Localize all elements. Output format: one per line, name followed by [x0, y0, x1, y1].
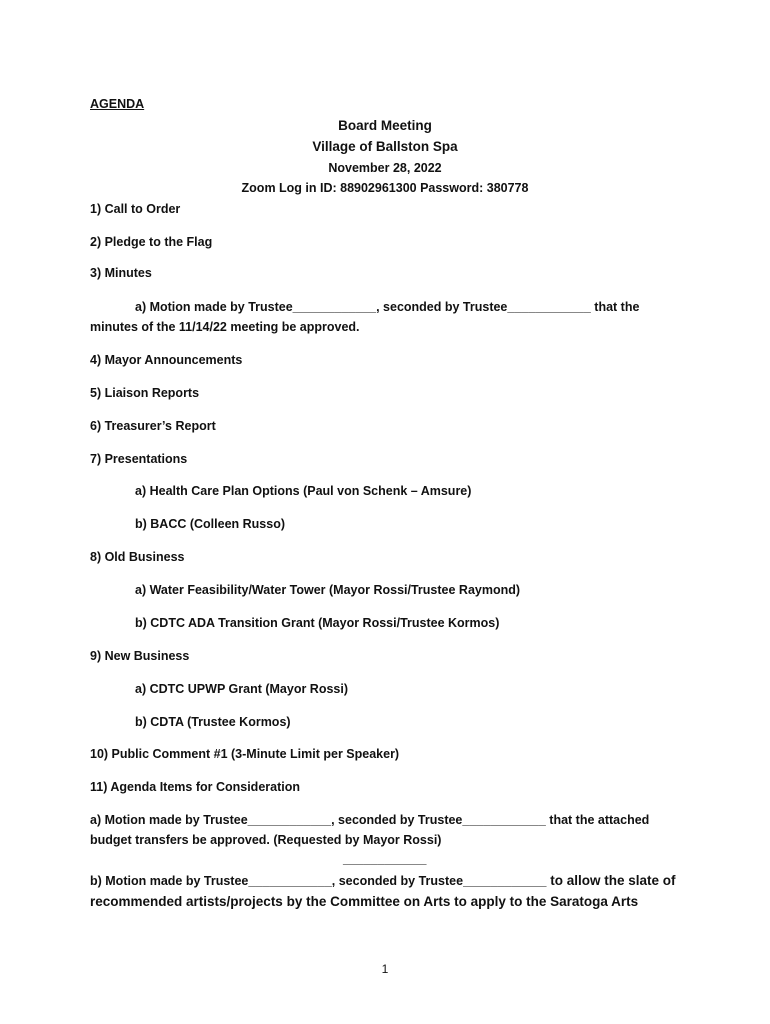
item-new-business-a: a) CDTC UPWP Grant (Mayor Rossi) [135, 682, 348, 696]
item-minutes-motion-line2: minutes of the 11/14/22 meeting be approved. [90, 320, 360, 334]
item-public-comment: 10) Public Comment #1 (3-Minute Limit per Speaker) [90, 747, 400, 761]
item-consideration-a-line2: budget transfers be approved. (Requested by Mayor Rossi) [90, 833, 442, 847]
meeting-date: November 28, 2022 [328, 161, 442, 175]
item-mayor-announcements: 4) Mayor Announcements [90, 353, 243, 367]
agenda-heading: AGENDA [90, 97, 145, 111]
item-consideration-b-line2: recommended artists/projects by the Committee on Arts to apply to the Saratoga Arts [90, 894, 639, 909]
item-consideration-b-line1-part2: to allow the slate of [546, 873, 676, 888]
zoom-info: Zoom Log in ID: 88902961300 Password: 380778 [241, 181, 529, 195]
item-old-business-b: b) CDTC ADA Transition Grant (Mayor Rossi/Trustee Kormos) [135, 616, 500, 630]
item-presentation-b: b) BACC (Colleen Russo) [135, 517, 285, 531]
item-agenda-consideration: 11) Agenda Items for Consideration [90, 780, 300, 794]
item-consideration-b-line1-part1: b) Motion made by Trustee____________, seconded by Trustee____________ [90, 874, 547, 888]
meeting-title: Board Meeting [338, 118, 432, 133]
item-new-business-b: b) CDTA (Trustee Kormos) [135, 715, 291, 729]
item-liaison-reports: 5) Liaison Reports [90, 386, 200, 400]
item-pledge: 2) Pledge to the Flag [90, 235, 213, 249]
item-call-to-order: 1) Call to Order [90, 202, 181, 216]
item-old-business: 8) Old Business [90, 550, 185, 564]
signature-blank: ____________ [343, 852, 427, 866]
item-new-business: 9) New Business [90, 649, 190, 663]
item-minutes-motion-line1: a) Motion made by Trustee____________, seconded by Trustee____________ that the [135, 300, 640, 314]
item-presentations: 7) Presentations [90, 452, 188, 466]
village-name: Village of Ballston Spa [312, 139, 458, 154]
item-consideration-a-line1: a) Motion made by Trustee____________, seconded by Trustee____________ that the attached [90, 813, 650, 827]
item-consideration-b-line1 [90, 873, 676, 889]
item-minutes: 3) Minutes [90, 266, 152, 280]
page-number: 1 [381, 962, 389, 976]
item-presentation-a: a) Health Care Plan Options (Paul von Schenk – Amsure) [135, 484, 472, 498]
item-old-business-a: a) Water Feasibility/Water Tower (Mayor Rossi/Trustee Raymond) [135, 583, 521, 597]
item-treasurer-report: 6) Treasurer’s Report [90, 419, 216, 433]
